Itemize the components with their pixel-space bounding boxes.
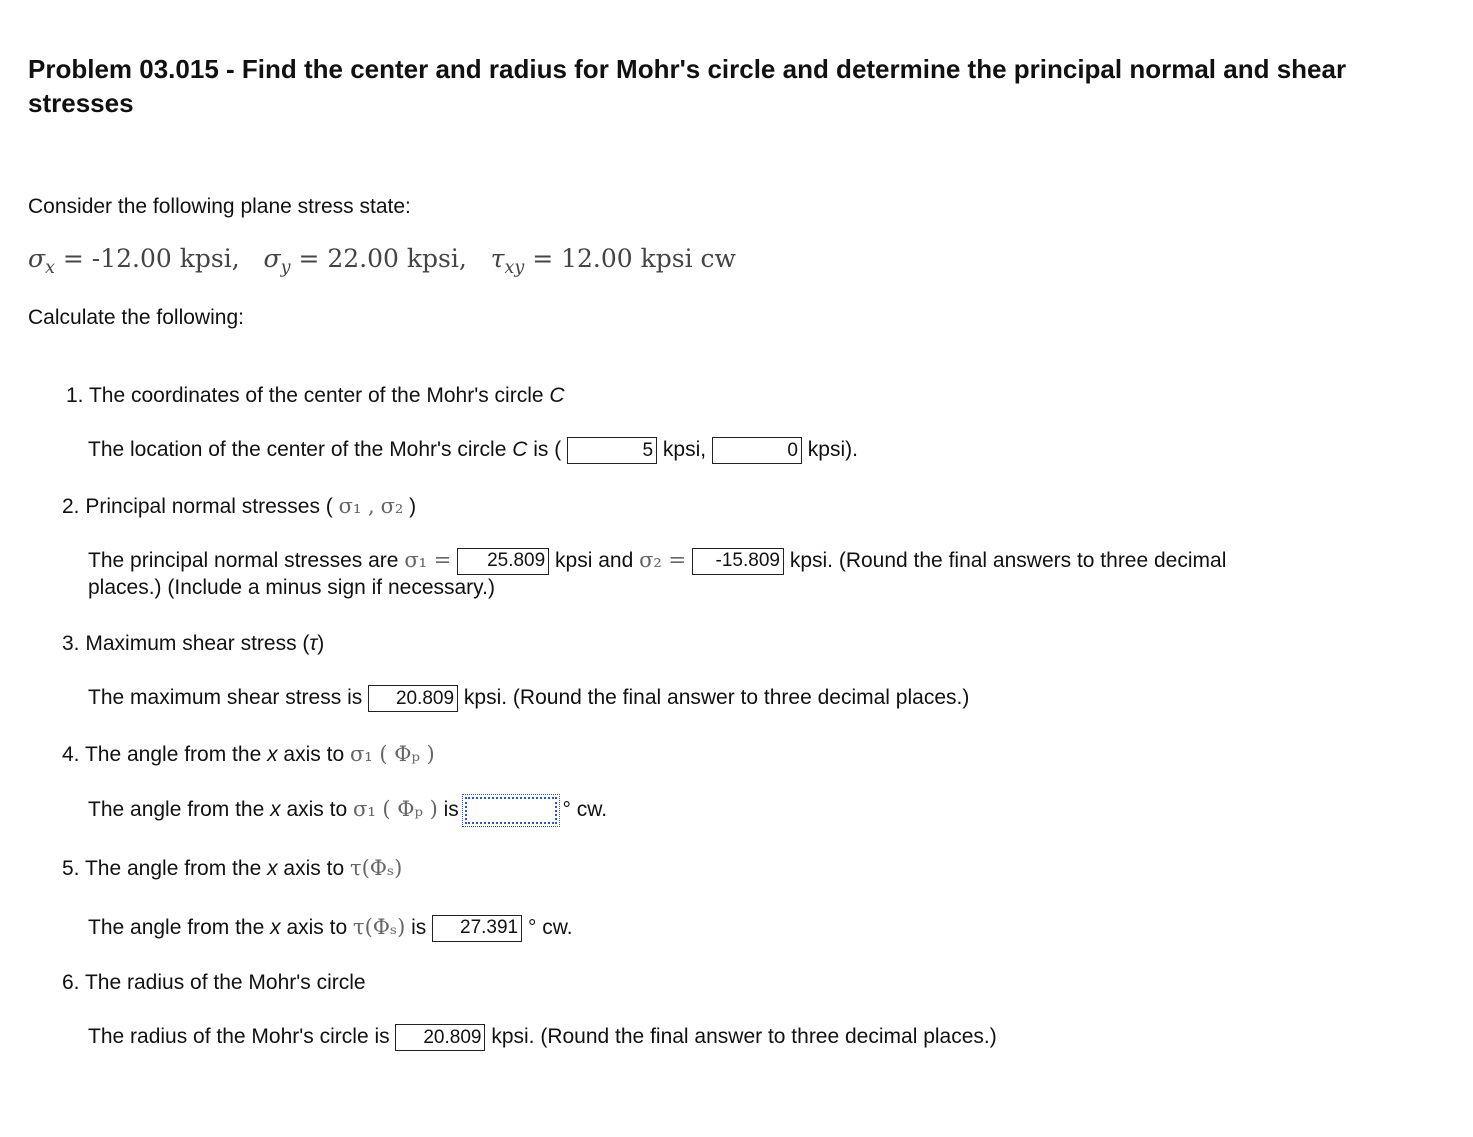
- q5-line-mid: axis to: [280, 916, 348, 939]
- tau-xy-value: = 12.00 kpsi cw: [532, 244, 736, 273]
- q5-heading-symbol: τ(Φₛ): [349, 856, 403, 880]
- q6-answer-line: [88, 1024, 997, 1051]
- q5-line-is: is: [411, 916, 427, 939]
- calculate-label: Calculate the following:: [28, 306, 244, 329]
- q2-sigma1-symbol: σ₁ =: [404, 548, 452, 572]
- q2-line-text: The principal normal stresses are: [88, 549, 399, 572]
- q4-heading-symbol: σ₁ ( Φₚ ): [349, 742, 435, 766]
- angle-principal-input[interactable]: [465, 797, 557, 824]
- q2-heading: [62, 493, 416, 520]
- q5-number: 5.: [62, 857, 80, 880]
- q5-post-text: ° cw.: [527, 916, 573, 939]
- q5-answer-line: [88, 914, 573, 942]
- q3-number: 3.: [62, 632, 80, 655]
- q5-line-text: The angle from the: [88, 916, 271, 939]
- q3-heading-var: τ: [309, 632, 318, 655]
- q5-heading-text: The angle from the: [84, 857, 268, 880]
- q2-heading-sigma1: σ₁ ,: [338, 494, 375, 518]
- q3-heading-close: ): [317, 632, 325, 655]
- q2-post-text: kpsi. (Round the final answers to three decimal: [789, 549, 1227, 572]
- q2-sigma2-symbol: σ₂ =: [639, 548, 687, 572]
- q3-answer-line: [88, 685, 969, 712]
- q4-heading-text: The angle from the: [84, 743, 268, 766]
- tau-xy-subscript: xy: [504, 258, 525, 279]
- q2-post-text-line2: places.) (Include a minus sign if necessary.): [88, 576, 495, 599]
- max-shear-input[interactable]: [368, 685, 458, 712]
- q5-heading: [62, 855, 402, 882]
- q2-number: 2.: [62, 495, 80, 518]
- center-y-input[interactable]: [712, 437, 802, 464]
- q4-heading: [62, 741, 435, 768]
- q1-line-text: The location of the center of the Mohr's circle: [88, 438, 513, 462]
- q1-unit-2: kpsi).: [807, 438, 858, 462]
- q1-number: 1.: [66, 384, 84, 407]
- q4-answer-line: [88, 796, 607, 824]
- q2-mid-text: kpsi and: [555, 549, 634, 572]
- angle-shear-input[interactable]: [432, 915, 522, 942]
- q4-heading-var: x: [267, 743, 278, 766]
- page-title: Problem 03.015 - Find the center and radius for Mohr's circle and determine the principal normal and shear stresses: [28, 54, 1347, 118]
- q2-answer-line: [88, 547, 1226, 575]
- q3-heading: [62, 631, 324, 657]
- q2-heading-close: ): [409, 495, 417, 518]
- q6-post-text: kpsi. (Round the final answer to three decimal places.): [491, 1025, 997, 1049]
- q4-line-symbol: σ₁ ( Φₚ ): [352, 797, 438, 821]
- tau-xy-symbol: τ: [490, 244, 505, 273]
- stress-state-equation: [28, 244, 736, 278]
- q1-heading-text: The coordinates of the center of the Mohr's circle: [88, 384, 550, 407]
- q5-line-var: x: [270, 916, 281, 939]
- q1-heading: [66, 383, 565, 409]
- q4-post-text: ° cw.: [562, 798, 608, 821]
- q4-line-mid: axis to: [280, 798, 348, 821]
- q2-heading-sigma2: σ₂: [380, 494, 404, 518]
- sigma-y-subscript: y: [280, 258, 291, 279]
- q1-answer-line: [88, 437, 858, 464]
- sigma2-input[interactable]: [692, 548, 784, 575]
- q3-post-text: kpsi. (Round the final answer to three decimal places.): [463, 686, 970, 710]
- q4-heading-mid: axis to: [277, 743, 345, 766]
- sigma-x-subscript: x: [45, 258, 55, 279]
- sigma-x-value: = -12.00 kpsi,: [62, 244, 240, 273]
- q3-line-text: The maximum shear stress is: [88, 686, 363, 710]
- q4-number: 4.: [62, 743, 80, 766]
- q5-heading-var: x: [267, 857, 278, 880]
- q3-heading-text: Maximum shear stress (: [85, 632, 310, 655]
- q4-line-is: is: [443, 798, 459, 821]
- q6-number: 6.: [62, 971, 80, 994]
- q1-line-var: C: [512, 438, 528, 462]
- q4-line-var: x: [270, 798, 281, 821]
- q4-line-text: The angle from the: [88, 798, 271, 821]
- q6-heading: [62, 970, 366, 996]
- sigma1-input[interactable]: [457, 548, 549, 575]
- q1-unit-1: kpsi,: [662, 438, 707, 462]
- sigma-x-symbol: σ: [28, 244, 46, 273]
- q2-heading-text: Principal normal stresses (: [85, 495, 333, 518]
- q5-line-symbol: τ(Φₛ): [352, 915, 406, 939]
- q6-heading-text: The radius of the Mohr's circle: [84, 971, 366, 994]
- q1-heading-var: C: [549, 384, 565, 407]
- sigma-y-symbol: σ: [263, 244, 281, 273]
- q6-line-text: The radius of the Mohr's circle is: [88, 1025, 390, 1049]
- radius-input[interactable]: [395, 1024, 485, 1051]
- intro-text: Consider the following plane stress state:: [28, 195, 411, 218]
- q1-line-mid: is (: [527, 438, 562, 462]
- q5-heading-mid: axis to: [277, 857, 345, 880]
- sigma-y-value: = 22.00 kpsi,: [298, 244, 467, 273]
- center-x-input[interactable]: [567, 437, 657, 464]
